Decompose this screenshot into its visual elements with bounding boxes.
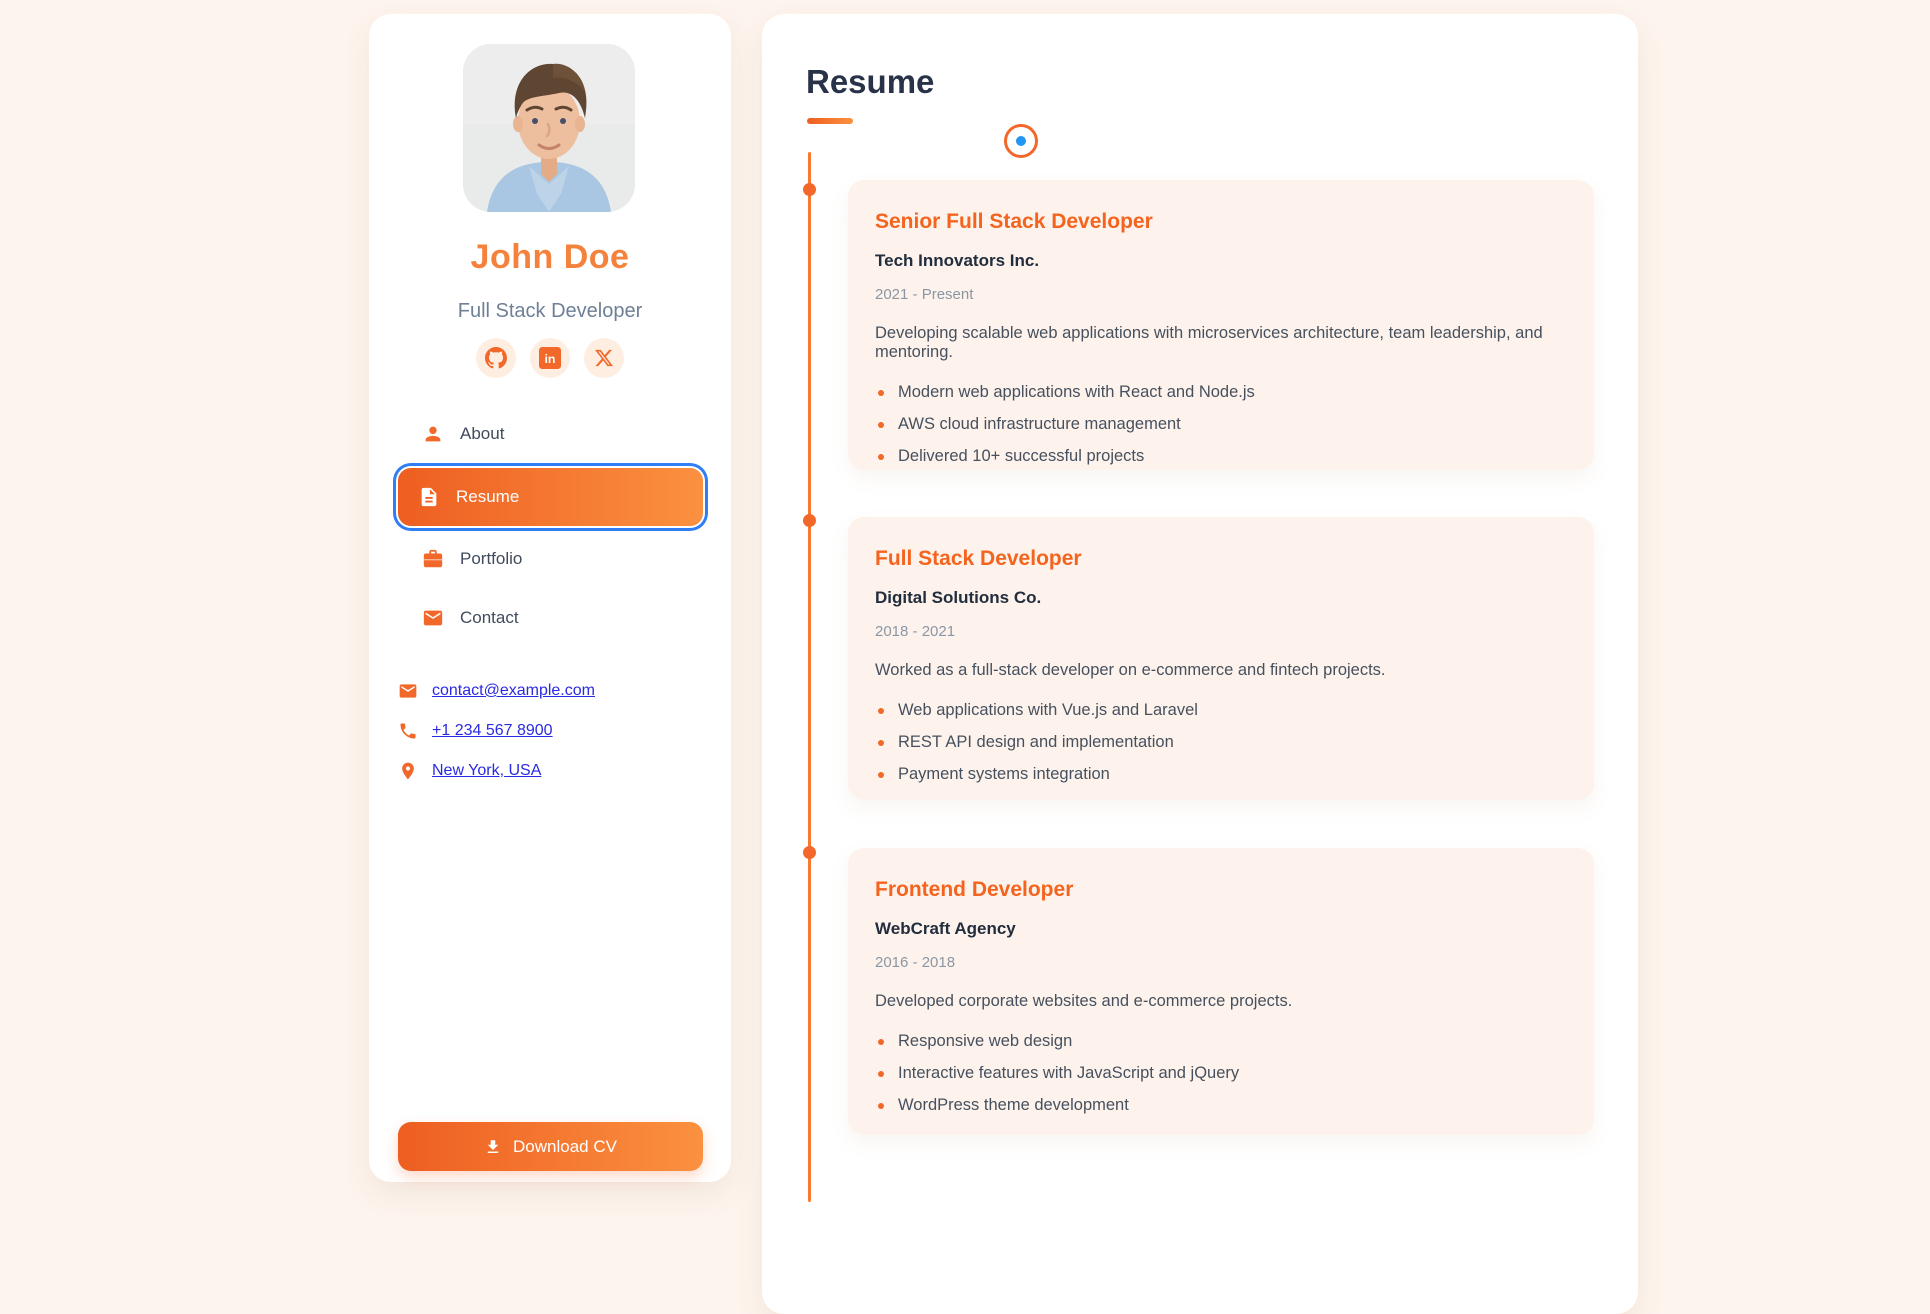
document-icon	[418, 486, 440, 508]
contact-row-location	[398, 751, 703, 791]
timeline-line	[808, 152, 811, 1202]
avatar	[463, 44, 635, 212]
job-card-frontend	[848, 848, 1594, 1135]
nav-item-contact[interactable]	[398, 593, 703, 643]
email-link[interactable]: contact@example.com	[432, 682, 595, 699]
phone-link[interactable]: +1 234 567 8900	[432, 722, 553, 739]
location-link[interactable]: New York, USA	[432, 762, 542, 779]
heading-underline	[807, 118, 853, 124]
timeline-dot	[803, 183, 816, 196]
page-title: Resume	[806, 63, 935, 100]
job-card-full-stack	[848, 517, 1594, 800]
timeline-dot	[803, 514, 816, 527]
job-description: Developing scalable web applications with microservices architecture, team leadership, and mentoring.	[875, 324, 1543, 361]
x-link[interactable]	[584, 338, 624, 378]
profile-role: Full Stack Developer	[457, 300, 643, 322]
job-period: 2021 - Present	[875, 286, 974, 303]
job-company: Digital Solutions Co.	[875, 588, 1042, 607]
profile-sidebar	[369, 14, 731, 1182]
timeline-indicator-icon	[1004, 124, 1038, 158]
github-icon	[485, 347, 507, 369]
resume-panel	[762, 14, 1638, 1314]
indicator-dot	[1016, 136, 1026, 146]
nav-label: About	[460, 424, 505, 443]
job-description: Worked as a full-stack developer on e-commerce and fintech projects.	[875, 661, 1386, 679]
nav-item-about[interactable]	[398, 409, 703, 459]
highlight-item: Payment systems integration	[875, 765, 1562, 784]
highlight-item: Web applications with Vue.js and Laravel	[875, 701, 1562, 720]
highlight-item: Interactive features with JavaScript and jQuery	[875, 1064, 1562, 1083]
highlight-item: Responsive web design	[875, 1032, 1562, 1051]
nav-item-portfolio[interactable]	[398, 534, 703, 584]
job-title: Frontend Developer	[875, 878, 1074, 901]
envelope-icon	[422, 607, 444, 629]
job-highlights	[875, 701, 1562, 784]
highlight-item: WordPress theme development	[875, 1096, 1562, 1115]
github-link[interactable]	[476, 338, 516, 378]
svg-text:in: in	[544, 352, 556, 367]
contact-row-email	[398, 671, 703, 711]
contact-row-phone	[398, 711, 703, 751]
job-description: Developed corporate websites and e-commerce projects.	[875, 992, 1293, 1010]
download-icon	[484, 1138, 502, 1156]
profile-name: John Doe	[470, 238, 630, 276]
social-links	[369, 338, 731, 378]
person-icon	[422, 423, 444, 445]
briefcase-icon	[422, 548, 444, 570]
job-period: 2016 - 2018	[875, 954, 956, 971]
job-title: Senior Full Stack Developer	[875, 210, 1153, 233]
nav-label: Resume	[456, 487, 520, 506]
job-highlights	[875, 383, 1562, 466]
job-title: Full Stack Developer	[875, 547, 1082, 570]
nav-item-resume[interactable]	[398, 468, 703, 526]
linkedin-icon	[539, 347, 561, 369]
contact-info	[398, 671, 703, 791]
location-pin-icon	[398, 761, 418, 781]
job-company: Tech Innovators Inc.	[875, 251, 1040, 270]
linkedin-link[interactable]	[530, 338, 570, 378]
job-highlights	[875, 1032, 1562, 1115]
job-company: WebCraft Agency	[875, 919, 1016, 938]
job-card-senior-full-stack	[848, 180, 1594, 470]
sidebar-nav	[398, 409, 703, 652]
x-icon	[594, 348, 614, 368]
job-period: 2018 - 2021	[875, 623, 956, 640]
download-label: Download CV	[513, 1136, 617, 1156]
highlight-item: Modern web applications with React and Node.js	[875, 383, 1562, 402]
download-cv-button[interactable]	[398, 1122, 703, 1171]
nav-label: Portfolio	[460, 549, 523, 568]
highlight-item: REST API design and implementation	[875, 733, 1562, 752]
profile-photo	[463, 44, 635, 212]
timeline-dot	[803, 846, 816, 859]
envelope-icon	[398, 681, 418, 701]
highlight-item: AWS cloud infrastructure management	[875, 415, 1562, 434]
phone-icon	[398, 721, 418, 741]
nav-label: Contact	[460, 608, 519, 627]
highlight-item: Delivered 10+ successful projects	[875, 447, 1562, 466]
